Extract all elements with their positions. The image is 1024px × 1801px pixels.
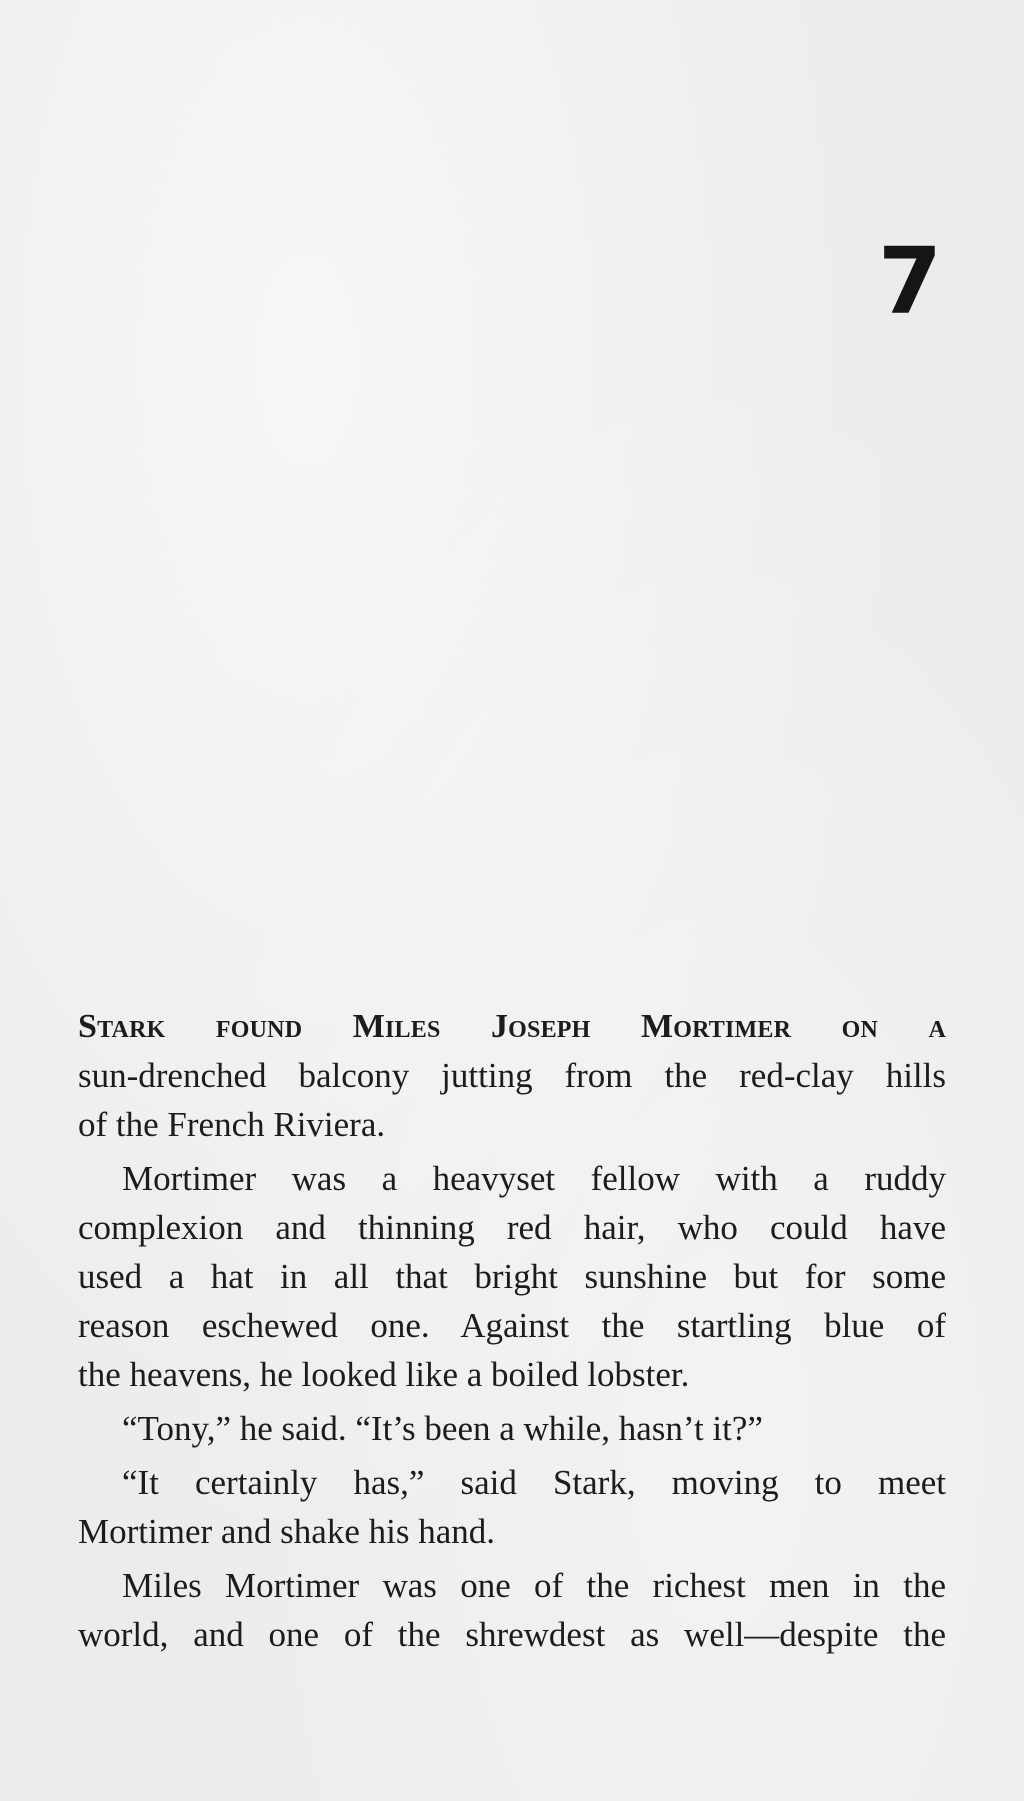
paragraph-line: world, and one of the shrewdest as well—despite the xyxy=(78,1615,946,1654)
paragraph-line: of the French Riviera. xyxy=(78,1105,386,1144)
paragraph xyxy=(78,1154,946,1399)
paragraph-line: “It certainly has,” said Stark, moving to meet xyxy=(122,1463,946,1502)
paragraph xyxy=(78,1404,946,1453)
paragraph-line: reason eschewed one. Against the startling blue of xyxy=(78,1306,946,1345)
paragraph xyxy=(78,1561,946,1659)
paragraph-line: Stark found Miles Joseph Mortimer on a xyxy=(78,1008,946,1045)
chapter-body xyxy=(78,1002,946,1659)
paragraph-line: the heavens, he looked like a boiled lobster. xyxy=(78,1355,690,1394)
paragraph-line: complexion and thinning red hair, who could have xyxy=(78,1208,946,1247)
paragraph-line: Mortimer and shake his hand. xyxy=(78,1512,495,1551)
paragraph-line: “Tony,” he said. “It’s been a while, hasn’t it?” xyxy=(122,1409,763,1448)
paragraph xyxy=(78,1002,946,1149)
paragraph-line: Mortimer was a heavyset fellow with a ruddy xyxy=(122,1159,946,1198)
chapter-number: 7 xyxy=(877,228,940,335)
paragraph-line: Miles Mortimer was one of the richest men in the xyxy=(122,1566,946,1605)
paragraph-line: used a hat in all that bright sunshine but for some xyxy=(78,1257,946,1296)
paragraph-line: sun-drenched balcony jutting from the red-clay hills xyxy=(78,1056,946,1095)
paragraph xyxy=(78,1458,946,1556)
